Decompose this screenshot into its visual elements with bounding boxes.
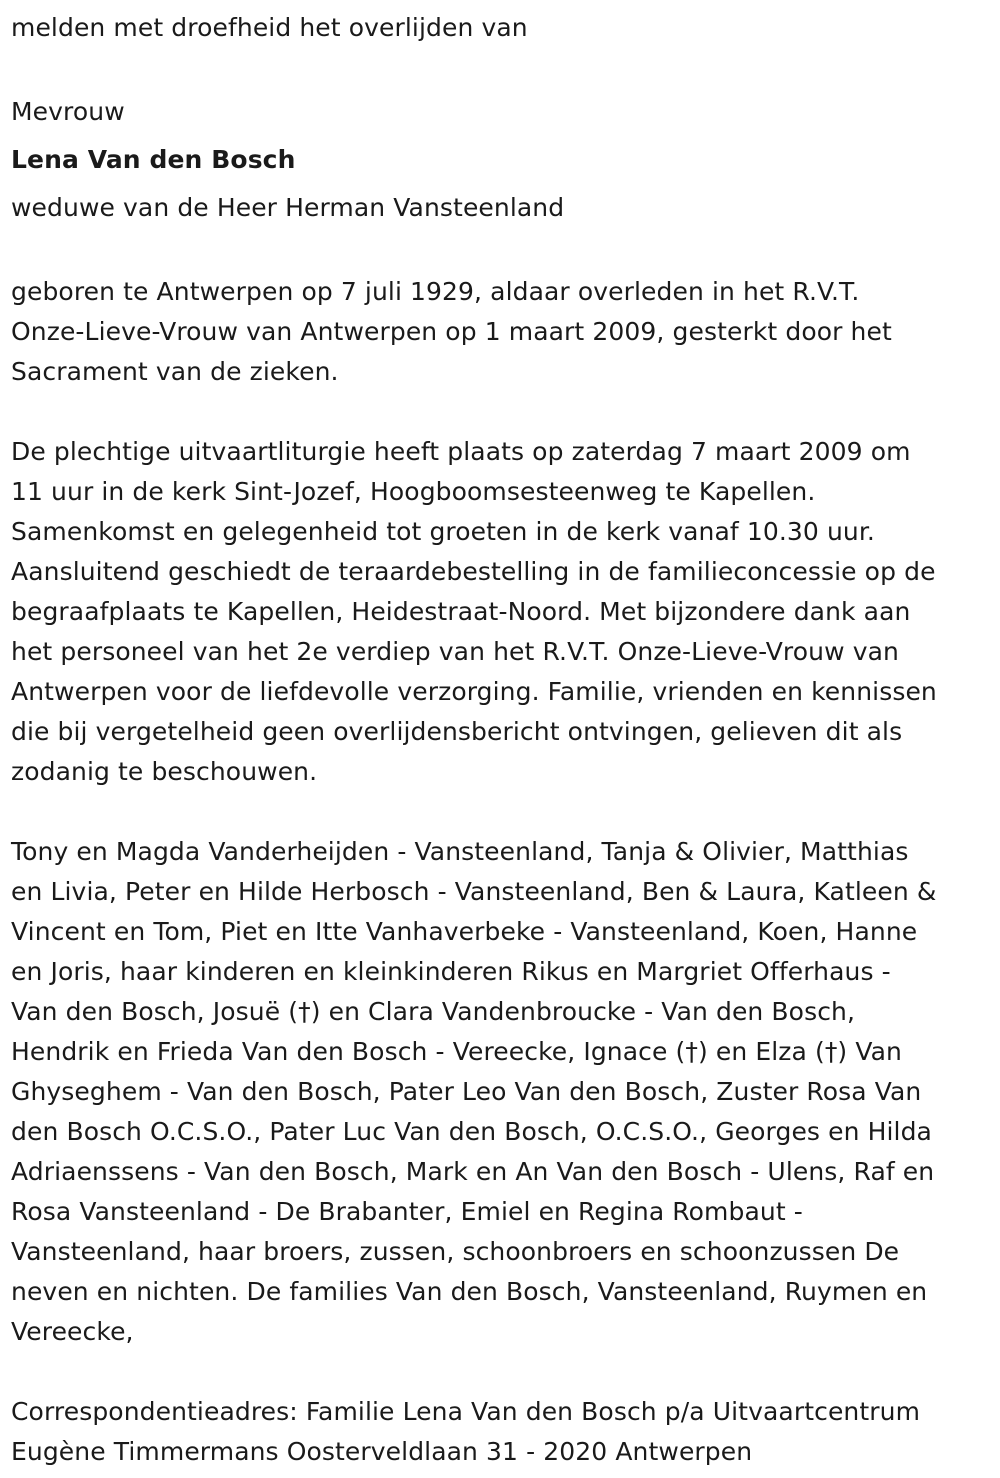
- paragraph-line: die bij vergetelheid geen overlijdensbericht ontvingen, gelieven dit als: [11, 717, 903, 746]
- paragraph-line: en Joris, haar kinderen en kleinkinderen Rikus en Margriet Offerhaus -: [11, 957, 891, 986]
- paragraph-line: Vincent en Tom, Piet en Itte Vanhaverbeke - Vansteenland, Koen, Hanne: [11, 917, 918, 946]
- paragraph-line: Onze-Lieve-Vrouw van Antwerpen op 1 maart 2009, gesterkt door het: [11, 317, 892, 346]
- deceased-name: Lena Van den Bosch: [11, 145, 296, 174]
- spacer: [11, 392, 988, 432]
- paragraph-line: geboren te Antwerpen op 7 juli 1929, aldaar overleden in het R.V.T.: [11, 277, 860, 306]
- paragraph-line: Aansluitend geschiedt de teraardebestelling in de familieconcessie op de: [11, 557, 936, 586]
- paragraph-line: 11 uur in de kerk Sint-Jozef, Hoogboomsesteenweg te Kapellen.: [11, 477, 816, 506]
- paragraph-line: Sacrament van de zieken.: [11, 357, 339, 386]
- spouse-line: weduwe van de Heer Herman Vansteenland: [11, 193, 565, 222]
- paragraph-line: Antwerpen voor de liefdevolle verzorging. Familie, vrienden en kennissen: [11, 677, 937, 706]
- correspondence-paragraph: [11, 1392, 988, 1472]
- paragraph-line: Vansteenland, haar broers, zussen, schoonbroers en schoonzussen De: [11, 1237, 900, 1266]
- spacer: [11, 792, 988, 832]
- paragraph-line: het personeel van het 2e verdiep van het R.V.T. Onze-Lieve-Vrouw van: [11, 637, 899, 666]
- paragraph-line: Ghyseghem - Van den Bosch, Pater Leo Van den Bosch, Zuster Rosa Van: [11, 1077, 922, 1106]
- paragraph-line: Adriaenssens - Van den Bosch, Mark en An Van den Bosch - Ulens, Raf en: [11, 1157, 935, 1186]
- paragraph-line: Hendrik en Frieda Van den Bosch - Vereecke, Ignace (†) en Elza (†) Van: [11, 1037, 902, 1066]
- salutation: Mevrouw: [11, 97, 125, 126]
- family-paragraph: [11, 832, 988, 1352]
- paragraph-line: Samenkomst en gelegenheid tot groeten in de kerk vanaf 10.30 uur.: [11, 517, 875, 546]
- paragraph-line: zodanig te beschouwen.: [11, 757, 318, 786]
- paragraph-line: Correspondentieadres: Familie Lena Van den Bosch p/a Uitvaartcentrum: [11, 1397, 921, 1426]
- spacer: [11, 48, 988, 88]
- paragraph-line: Vereecke,: [11, 1317, 134, 1346]
- paragraph-line: den Bosch O.C.S.O., Pater Luc Van den Bosch, O.C.S.O., Georges en Hilda: [11, 1117, 932, 1146]
- paragraph-line: en Livia, Peter en Hilde Herbosch - Vansteenland, Ben & Laura, Katleen &: [11, 877, 937, 906]
- paragraph-line: neven en nichten. De families Van den Bosch, Vansteenland, Ruymen en: [11, 1277, 928, 1306]
- spacer: [11, 232, 988, 272]
- ceremony-paragraph: [11, 432, 988, 792]
- paragraph-line: begraafplaats te Kapellen, Heidestraat-Noord. Met bijzondere dank aan: [11, 597, 911, 626]
- intro-text: melden met droefheid het overlijden van: [11, 13, 528, 42]
- paragraph-line: Tony en Magda Vanderheijden - Vansteenland, Tanja & Olivier, Matthias: [11, 837, 909, 866]
- spacer: [11, 1352, 988, 1392]
- paragraph-line: De plechtige uitvaartliturgie heeft plaats op zaterdag 7 maart 2009 om: [11, 437, 911, 466]
- paragraph-line: Eugène Timmermans Oosterveldlaan 31 - 2020 Antwerpen: [11, 1437, 753, 1466]
- birth-death-paragraph: [11, 272, 988, 392]
- paragraph-line: Van den Bosch, Josuë (†) en Clara Vandenbroucke - Van den Bosch,: [11, 997, 856, 1026]
- paragraph-line: Rosa Vansteenland - De Brabanter, Emiel en Regina Rombaut -: [11, 1197, 803, 1226]
